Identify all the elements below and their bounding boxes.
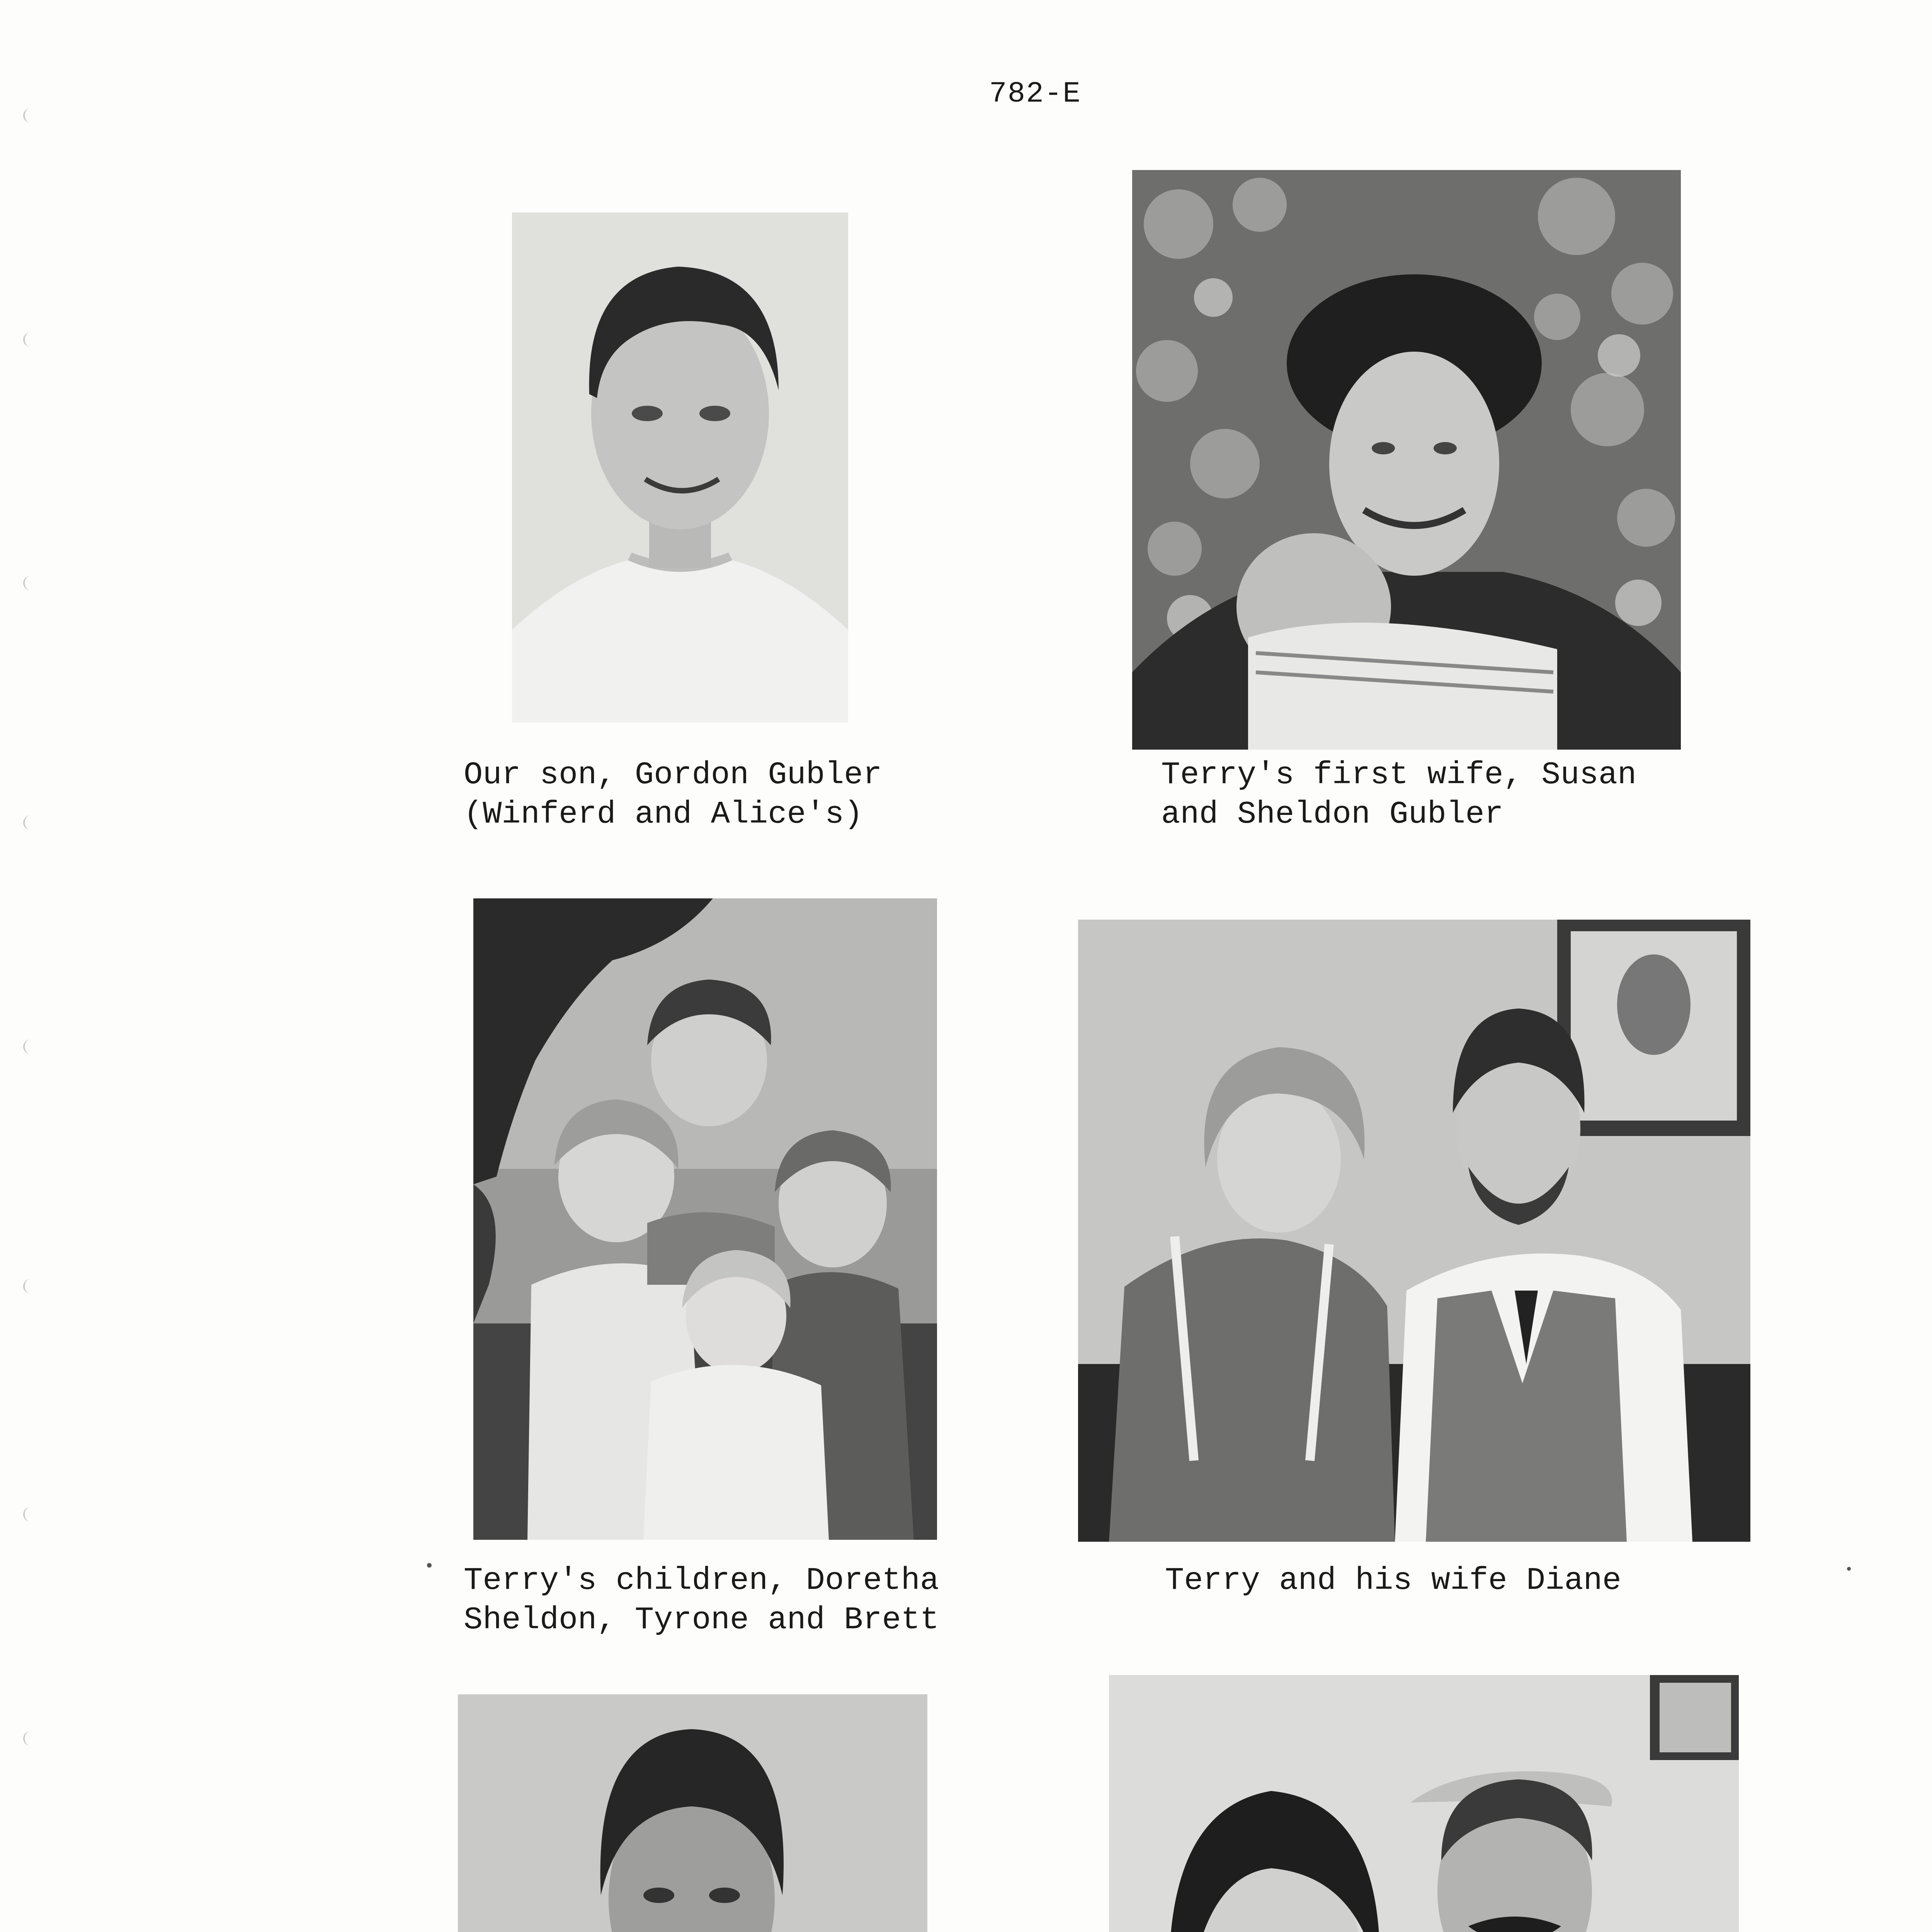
photo-susan-and-sheldon-gubler bbox=[1132, 170, 1681, 750]
binder-hole-mark bbox=[23, 1507, 32, 1522]
scan-speck bbox=[427, 1563, 432, 1568]
photo-gordon-gubler bbox=[512, 213, 848, 723]
page-number: 782-E bbox=[989, 77, 1082, 111]
caption-line: Terry and his wife Diane bbox=[1165, 1563, 1621, 1599]
binder-hole-mark bbox=[23, 576, 32, 590]
binder-hole-mark bbox=[23, 1731, 32, 1746]
binder-hole-mark bbox=[23, 815, 32, 830]
caption-line: Terry's children, Doretha bbox=[464, 1563, 939, 1599]
binder-hole-mark bbox=[23, 1279, 32, 1294]
caption-line: Sheldon, Tyrone and Brett bbox=[464, 1602, 939, 1638]
photo-dana-and-richard-green bbox=[1109, 1675, 1739, 1932]
binder-hole-mark bbox=[23, 108, 32, 123]
caption-susan-and-sheldon bbox=[1161, 755, 1636, 834]
caption-terrys-children bbox=[464, 1561, 939, 1640]
photo-terrys-children bbox=[473, 898, 937, 1540]
binder-hole-mark bbox=[23, 1039, 32, 1054]
caption-line: Terry's first wife, Susan bbox=[1161, 757, 1637, 793]
caption-terry-and-diane bbox=[1165, 1561, 1621, 1600]
caption-gordon-gubler bbox=[464, 755, 882, 834]
caption-line: Our son, Gordon Gubler bbox=[464, 757, 882, 793]
photo-terry-and-diane bbox=[1078, 920, 1750, 1542]
caption-line: (Winferd and Alice's) bbox=[464, 796, 863, 832]
photo-chris-repass bbox=[458, 1694, 927, 1932]
binder-hole-mark bbox=[23, 332, 32, 347]
scan-speck bbox=[1847, 1567, 1851, 1571]
caption-line: and Sheldon Gubler bbox=[1161, 796, 1503, 832]
